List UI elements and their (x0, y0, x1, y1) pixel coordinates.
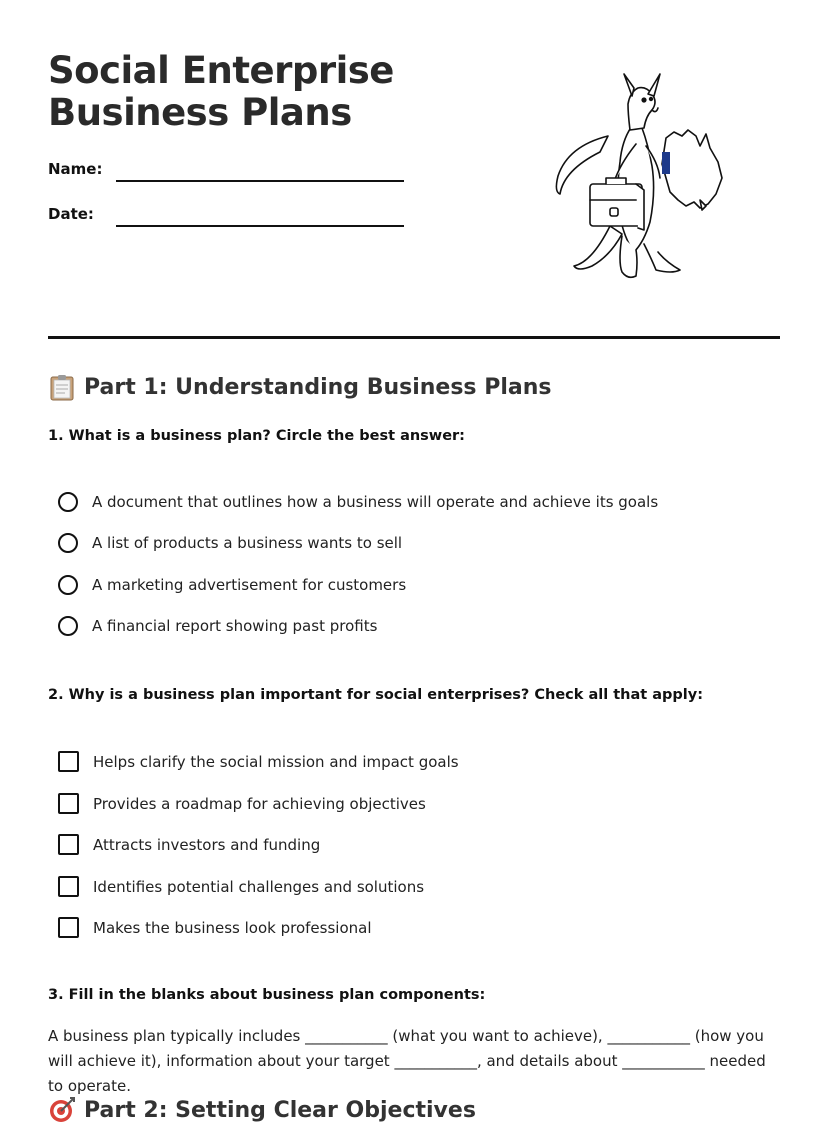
checkbox[interactable] (58, 793, 79, 814)
radio-circle[interactable] (58, 616, 78, 636)
section-divider (48, 336, 780, 339)
page-title (48, 50, 394, 134)
option-label: A financial report showing past profits (92, 617, 378, 635)
option-label: Identifies potential challenges and solutions (93, 877, 425, 896)
name-field[interactable] (116, 180, 404, 182)
q2-option-4[interactable] (58, 876, 424, 897)
question-1: 1. What is a business plan? Circle the best answer: (48, 428, 465, 444)
part2-heading (48, 1096, 476, 1124)
checkbox[interactable] (58, 834, 79, 855)
q1-option-3[interactable] (58, 575, 406, 595)
date-label: Date: (48, 205, 94, 223)
q2-option-3[interactable] (58, 834, 320, 855)
part2-heading-text: Part 2: Setting Clear Objectives (84, 1097, 476, 1123)
option-label: A document that outlines how a business will operate and achieve its goals (92, 493, 659, 511)
question-3: 3. Fill in the blanks about business plan components: (48, 987, 486, 1003)
q1-option-1[interactable] (58, 492, 658, 512)
option-label: A list of products a business wants to sell (92, 534, 403, 552)
clipboard-icon (48, 373, 76, 401)
question-2: 2. Why is a business plan important for social enterprises? Check all that apply: (48, 687, 704, 703)
radio-circle[interactable] (58, 533, 78, 553)
radio-circle[interactable] (58, 492, 78, 512)
q1-option-4[interactable] (58, 616, 377, 636)
q2-option-1[interactable] (58, 751, 459, 772)
title-line-1: Social Enterprise (48, 49, 394, 92)
option-label: A marketing advertisement for customers (92, 576, 407, 594)
name-label: Name: (48, 160, 103, 178)
option-label: Helps clarify the social mission and impact goals (93, 752, 459, 771)
checkbox[interactable] (58, 876, 79, 897)
radio-circle[interactable] (58, 575, 78, 595)
date-field[interactable] (116, 225, 404, 227)
title-line-2: Business Plans (48, 91, 352, 134)
option-label: Provides a roadmap for achieving objectives (93, 794, 426, 813)
checkbox[interactable] (58, 917, 79, 938)
q2-option-2[interactable] (58, 793, 426, 814)
part1-heading-text: Part 1: Understanding Business Plans (84, 374, 552, 400)
option-label: Makes the business look professional (93, 918, 372, 937)
option-label: Attracts investors and funding (93, 835, 321, 854)
checkbox[interactable] (58, 751, 79, 772)
target-icon (48, 1096, 76, 1124)
q1-option-2[interactable] (58, 533, 402, 553)
fill-in-blanks-paragraph[interactable]: A business plan typically includes ___________ (what you want to achieve), ___________ (how you will achieve it), information about your target ___________, and details about ___________ needed to operate. (48, 1027, 766, 1095)
q2-option-5[interactable] (58, 917, 372, 938)
part1-heading (48, 373, 551, 401)
kangaroo-mascot-icon (548, 66, 728, 284)
